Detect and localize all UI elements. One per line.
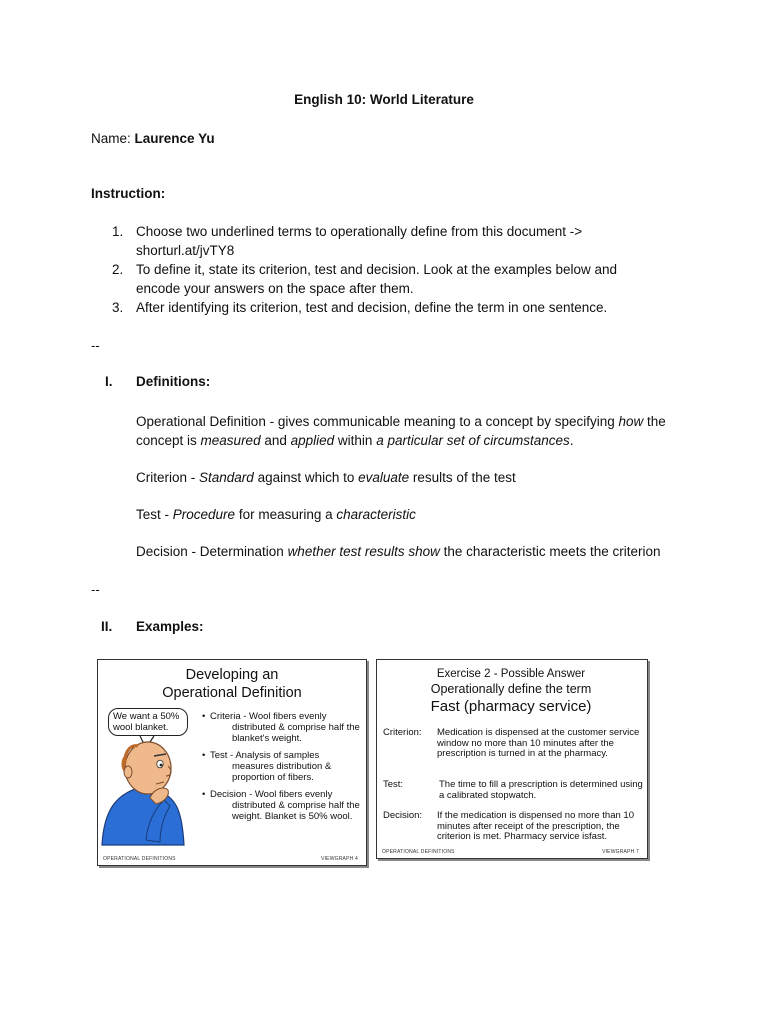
example-slide-pharmacy-service [376,659,648,859]
document-title: English 10: World Literature [294,92,474,107]
slide-footer-left: OPERATIONAL DEFINITIONS [103,856,176,862]
slide-footer-left: OPERATIONAL DEFINITIONS [382,849,455,855]
section-number: I. [105,374,113,389]
instruction-steps [112,222,652,317]
slide-subheading: Operationally define the term [430,682,592,696]
list-item [112,298,652,317]
step-text: After identifying its criterion, test and decision, define the term in one sentence. [136,300,608,315]
section-heading-definitions: Definitions: [136,374,211,389]
row-value: If the medication is dispensed no more than 10 minutes after receipt of the prescription, the criterion is met. Pharmacy service isfast. [437,810,634,842]
list-item: • Criteria - Wool fibers evenly distributed & comprise half the blanket's weight. [202,711,367,744]
slide-exercise-heading: Exercise 2 - Possible Answer [436,668,586,680]
separator: -- [91,582,100,597]
list-item: • Test - Analysis of samples measures distribution & proportion of fibers. [202,750,367,783]
row-label: Test: [383,779,404,790]
row-label: Criterion: [383,727,422,738]
step-text: Choose two underlined terms to operationally define from this document -> shorturl.at/jvTY8 [136,224,583,258]
instruction-heading: Instruction: [91,186,166,201]
row-label: Decision: [383,810,423,821]
row-value: Medication is dispensed at the customer service window no more than 10 minutes after the prescription is turned in at the pharmacy. [437,727,640,759]
slide-footer-right: VIEWGRAPH 4 [321,856,358,862]
step-number: 1. [112,224,124,239]
section-heading-examples: Examples: [136,619,204,634]
slide-term: Fast (pharmacy service) [430,698,592,715]
example-slide-wool-blanket [97,659,367,866]
slide-bullets [202,711,367,828]
name-line [91,131,215,146]
decision-definition-text: Decision - Determination whether test results show the characteristic meets the criterion [136,544,661,559]
separator: -- [91,338,100,353]
list-item [112,222,652,260]
list-item: • Decision - Wool fibers evenly distributed & comprise half the weight. Blanket is 50% wool. [202,789,367,822]
name-label: Name: [91,131,131,146]
list-item [112,260,652,298]
slide-footer-right: VIEWGRAPH 7 [602,849,639,855]
student-name: Laurence Yu [134,131,215,146]
section-number: II. [101,619,113,634]
step-text: To define it, state its criterion, test and decision. Look at the examples below and encode your answers on the space after them. [136,262,618,296]
criterion-definition-text: Criterion - Standard against which to evaluate results of the test [136,470,516,485]
operational-definition-text: Operational Definition - gives communicable meaning to a concept by specifying how the concept is measured and applied within a particular set of circumstances. [136,414,666,448]
test-definition-text: Test - Procedure for measuring a characteristic [136,507,416,522]
slide-title: Developing an Operational Definition [162,667,302,701]
step-number: 2. [112,262,124,277]
row-value: The time to fill a prescription is determined using a calibrated stopwatch. [439,779,643,801]
step-number: 3. [112,300,124,315]
speech-bubble: We want a 50% wool blanket. [108,708,188,736]
